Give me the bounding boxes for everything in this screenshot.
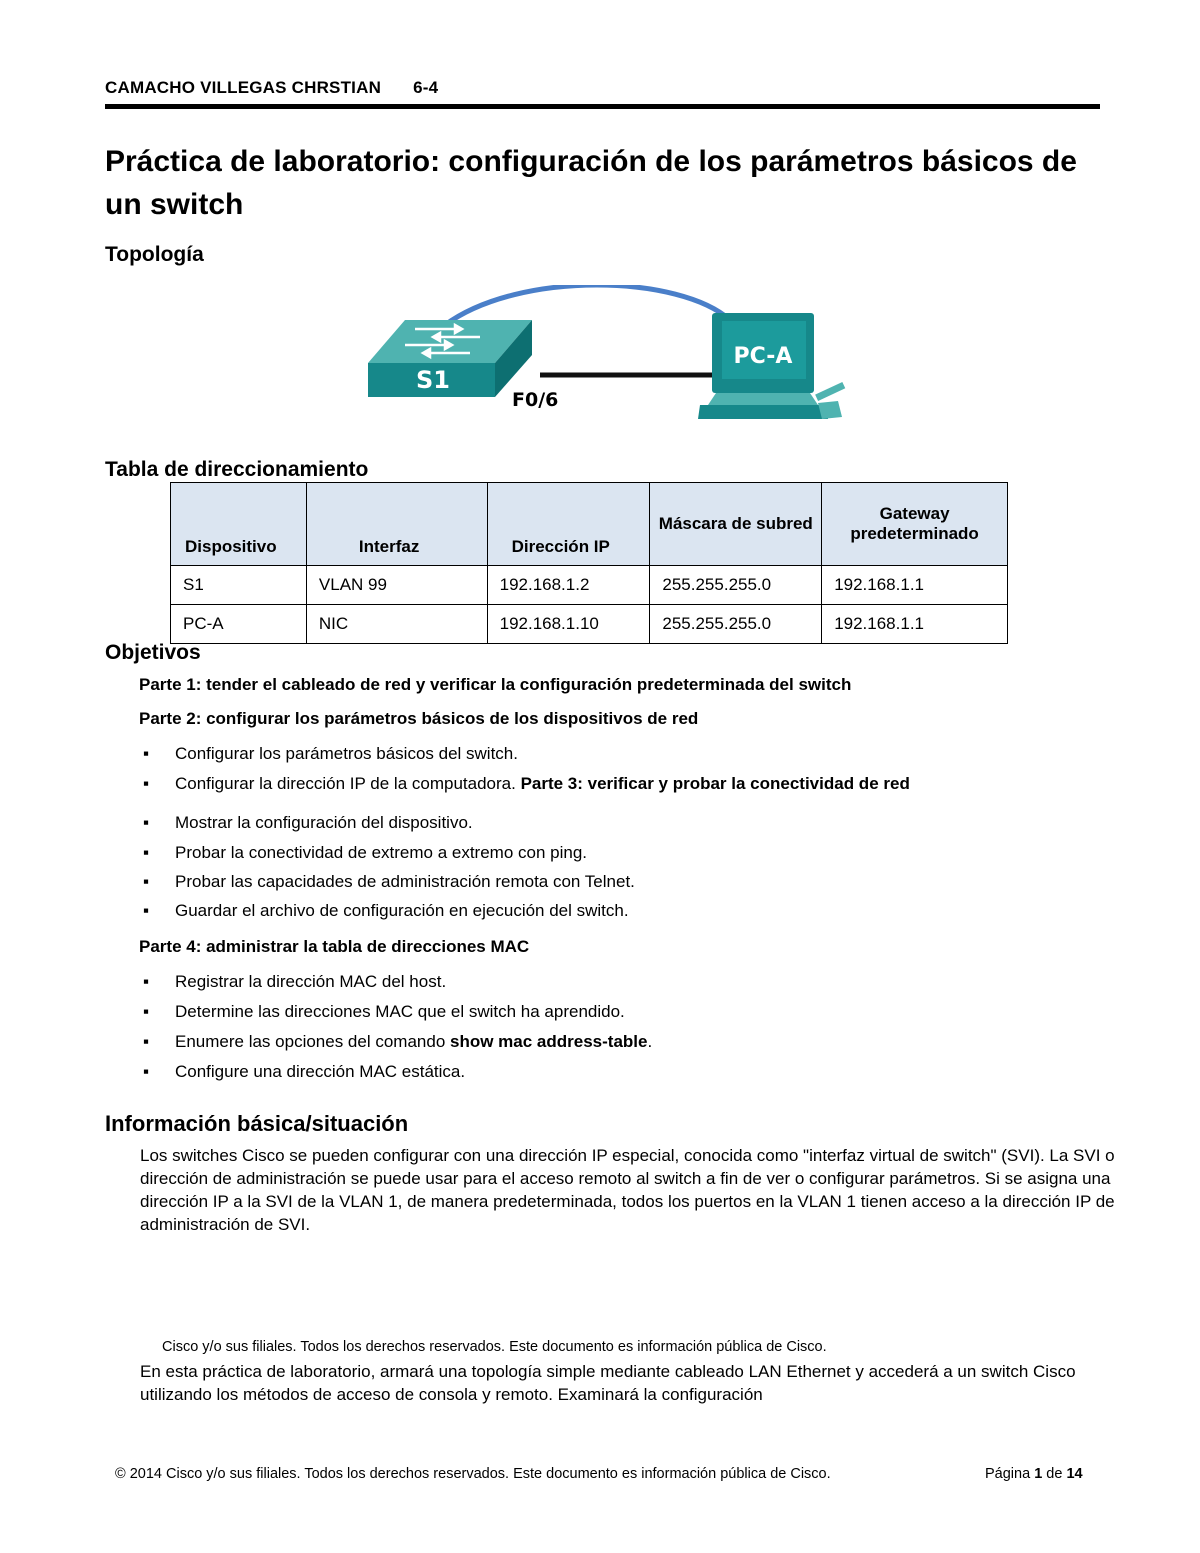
objective-part-4: Parte 4: administrar la tabla de direcciones MAC: [139, 937, 530, 956]
table-cell: 255.255.255.0: [650, 566, 822, 605]
table-cell: 192.168.1.2: [487, 566, 650, 605]
list-item: ▪ Guardar el archivo de configuración en ejecución del switch.: [143, 901, 629, 920]
console-cable: [445, 285, 730, 325]
pc-label: PC-A: [733, 344, 793, 369]
addressing-table: [170, 482, 1008, 644]
switch-label: S1: [416, 366, 450, 394]
objective-part-2: Parte 2: configurar los parámetros básicos de los dispositivos de red: [139, 709, 699, 728]
table-cell: NIC: [306, 605, 487, 644]
column-header: Dirección IP: [487, 483, 650, 566]
footer-copyright: © 2014 Cisco y/o sus filiales. Todos los derechos reservados. Este documento es información pública de Cisco.: [115, 1466, 831, 1482]
column-header: Máscara de subred: [650, 483, 822, 566]
list-item: ▪ Configurar la dirección IP de la computadora. Parte 3: verificar y probar la conectividad de red: [143, 774, 910, 793]
background-paragraph: Los switches Cisco se pueden configurar con una dirección IP especial, conocida como "interfaz virtual de switch" (SVI). La SVI o dirección de administración se puede usar para el acceso remoto al switch a fin de ver o configurar parámetros. Si se asigna una dirección IP a la SVI de la VLAN 1, de manera predeterminada, todos los puertos en la VLAN 1 tienen acceso a la dirección IP de administración de SVI.: [140, 1146, 1115, 1234]
list-item: ▪ Enumere las opciones del comando show mac address-table.: [143, 1032, 653, 1051]
list-item: ▪ Configure una dirección MAC estática.: [143, 1062, 466, 1081]
document-header: [105, 78, 438, 98]
table-row: [171, 566, 1008, 605]
addressing-heading: Tabla de direccionamiento: [105, 458, 369, 481]
objective-part-1: Parte 1: tender el cableado de red y verificar la configuración predeterminada del switch: [139, 675, 852, 694]
switch-icon: [368, 320, 532, 397]
table-row: [171, 605, 1008, 644]
list-item: ▪ Probar las capacidades de administración remota con Telnet.: [143, 872, 635, 891]
table-cell: VLAN 99: [306, 566, 487, 605]
list-item: ▪ Configurar los parámetros básicos del switch.: [143, 744, 518, 763]
table-header-row: [171, 483, 1008, 566]
table-cell: 192.168.1.1: [822, 605, 1008, 644]
topology-diagram: [360, 285, 860, 435]
table-cell: PC-A: [171, 605, 307, 644]
column-header: Gateway predeterminado: [822, 483, 1008, 566]
command-name: show mac address-table: [450, 1032, 648, 1051]
pc-icon: [698, 313, 845, 419]
column-header: Interfaz: [306, 483, 487, 566]
list-item: ▪ Determine las direcciones MAC que el switch ha aprendido.: [143, 1002, 625, 1021]
list-item: ▪ Probar la conectividad de extremo a extremo con ping.: [143, 843, 588, 862]
copyright-notice: Cisco y/o sus filiales. Todos los derechos reservados. Este documento es información pública de Cisco.: [162, 1339, 827, 1355]
table-cell: S1: [171, 566, 307, 605]
group-code: 6-4: [413, 78, 439, 97]
table-cell: 192.168.1.10: [487, 605, 650, 644]
port-label: F0/6: [512, 389, 559, 411]
topology-heading: Topología: [105, 243, 204, 266]
document-title: Práctica de laboratorio: configuración de los parámetros básicos de un switch: [105, 145, 1077, 221]
column-header: Dispositivo: [171, 483, 307, 566]
objectives-heading: Objetivos: [105, 641, 201, 664]
list-item: ▪ Mostrar la configuración del dispositivo.: [143, 813, 473, 832]
header-rule: [105, 104, 1100, 109]
list-item: ▪ Registrar la dirección MAC del host.: [143, 972, 447, 991]
page-number: Página 1 de 14: [985, 1466, 1083, 1482]
background-heading: Información básica/situación: [105, 1111, 409, 1136]
objective-part-3: Parte 3: verificar y probar la conectividad de red: [520, 774, 910, 793]
intro-paragraph: En esta práctica de laboratorio, armará una topología simple mediante cableado LAN Ethernet y accederá a un switch Cisco utilizando los métodos de acceso de consola y remoto. Examinará la configuración: [140, 1362, 1076, 1404]
table-cell: 255.255.255.0: [650, 605, 822, 644]
author-name: CAMACHO VILLEGAS CHRSTIAN: [105, 78, 382, 97]
table-cell: 192.168.1.1: [822, 566, 1008, 605]
